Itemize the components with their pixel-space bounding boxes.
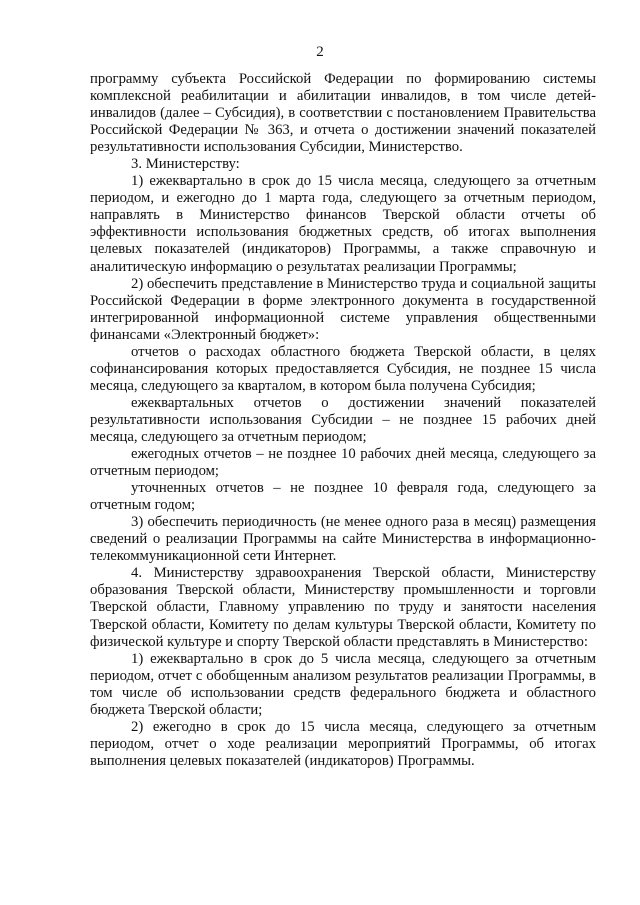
document-body — [90, 71, 596, 770]
page-number: 2 — [316, 44, 324, 60]
paragraph-annual-reports: ежегодных отчетов – не позднее 10 рабочих дней месяца, следующего за отчетным периодом; — [90, 446, 596, 480]
paragraph-item-3-publication: 3) обеспечить периодичность (не менее одного раза в месяц) размещения сведений о реализации Программы на сайте Министерства в информационно-телекоммуникационной сети Интернет. — [90, 514, 596, 565]
section-heading-other-ministries: 4. Министерству здравоохранения Тверской области, Министерству образования Тверской области, Министерству промышленности и торговли Тверской области, Главному управлению по труду и занятости населения Тверской области, Комитету по делам культуры Тверской области, Комитету по физической культуре и спорту Тверской области представлять в Министерство: — [90, 565, 596, 650]
section-heading-ministry: 3. Министерству: — [131, 156, 240, 173]
paragraph-item-2-electronic-budget: 2) обеспечить представление в Министерство труда и социальной защиты Российской Федерации в форме электронного документа в государственной интегрированной информационной системе управления общественными финансами «Электронный бюджет»: — [90, 275, 596, 343]
paragraph-quarterly-indicator-reports: ежеквартальных отчетов о достижении значений показателей результативности использования Субсидии – не позднее 15 рабочих дней месяца, следующего за отчетным периодом; — [90, 394, 596, 445]
paragraph-item-1-quarterly-reports: 1) ежеквартально в срок до 15 числа месяца, следующего за отчетным периодом, и ежегодно до 1 марта года, следующего за отчетным периодом, направлять в Министерство финансов Тверской области отчеты об эффективности использования бюджетных средств, об итогах выполнения целевых показателей (индикаторов) Программы, а также справочную и аналитическую информацию о результатах реализации Программы; — [90, 173, 596, 275]
paragraph-revised-reports: уточненных отчетов – не позднее 10 февраля года, следующего за отчетным годом; — [90, 480, 596, 514]
paragraph-continuation: программу субъекта Российской Федерации по формированию системы комплексной реабилитации и абилитации инвалидов, в том числе детей-инвалидов (далее – Субсидия), в соответствии с постановлением Правительства Российской Федерации № 363, и отчета о достижении значений показателей результативности использования Субсидии, Министерство. — [90, 71, 596, 156]
paragraph-expense-reports: отчетов о расходах областного бюджета Тверской области, в целях софинансирования которых предоставляется Субсидия, не позднее 15 числа месяца, следующего за кварталом, в котором была получена Субсидия; — [90, 343, 596, 394]
paragraph-item-2-annual-progress-report: 2) ежегодно в срок до 15 числа месяца, следующего за отчетным периодом, отчет о ходе реализации мероприятий Программы, об итогах выполнения целевых показателей (индикаторов) Программы. — [90, 718, 596, 769]
paragraph-item-1-analysis-report: 1) ежеквартально в срок до 5 числа месяца, следующего за отчетным периодом, отчет с обобщенным анализом результатов реализации Программы, в том числе об использовании средств федерального бюджета и областного бюджета Тверской области; — [90, 650, 596, 718]
